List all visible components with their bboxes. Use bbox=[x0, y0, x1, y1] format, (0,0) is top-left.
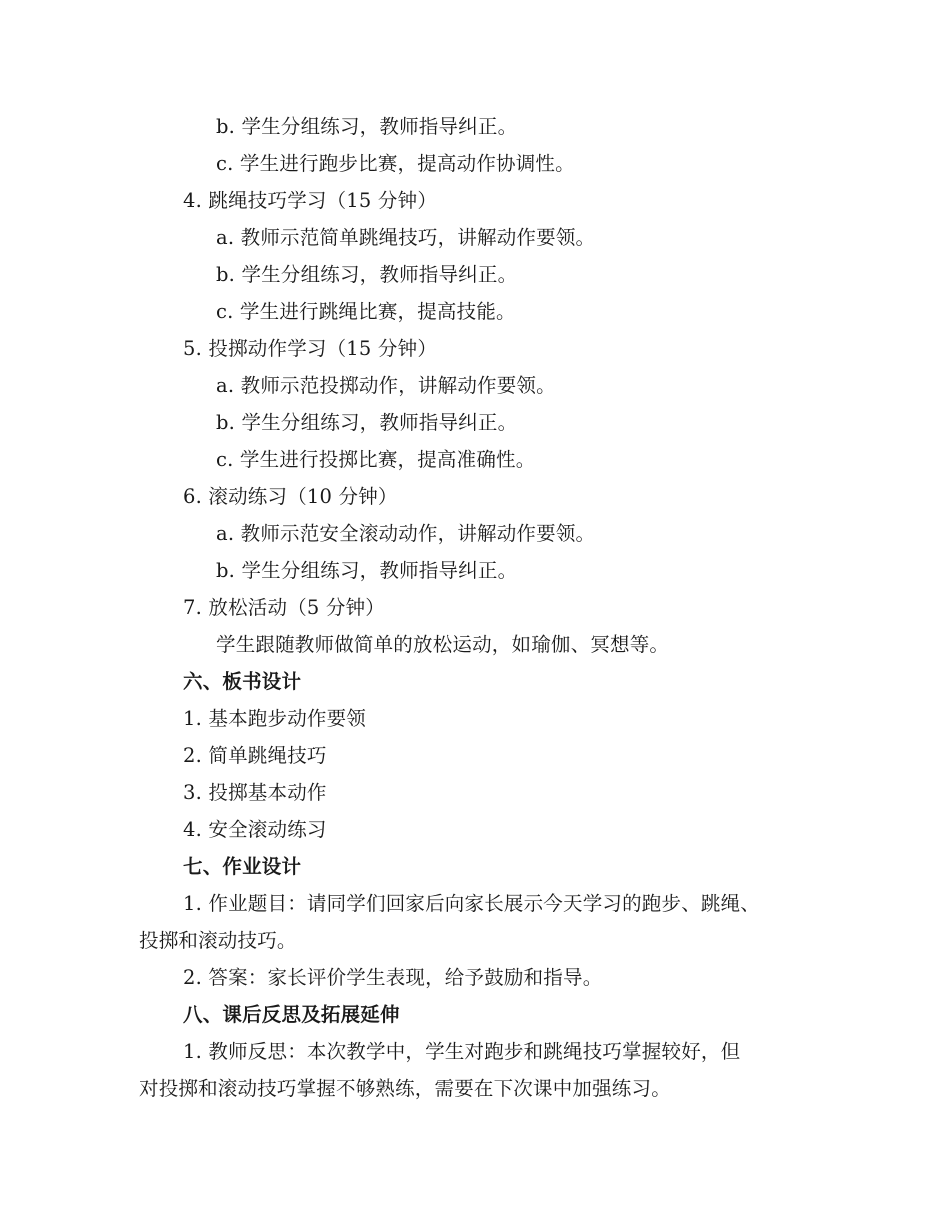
list-item: b. 学生分组练习，教师指导纠正。 bbox=[216, 559, 518, 582]
numbered-item: 5. 投掷动作学习（15 分钟） bbox=[183, 337, 438, 360]
numbered-item: 4. 跳绳技巧学习（15 分钟） bbox=[183, 189, 438, 212]
numbered-item: 3. 投掷基本动作 bbox=[183, 781, 327, 804]
list-item: b. 学生分组练习，教师指导纠正。 bbox=[216, 115, 518, 138]
numbered-item: 1. 基本跑步动作要领 bbox=[183, 707, 367, 730]
paragraph: 1. 教师反思：本次教学中，学生对跑步和跳绳技巧掌握较好，但 bbox=[183, 1040, 741, 1063]
list-item: b. 学生分组练习，教师指导纠正。 bbox=[216, 263, 518, 286]
list-item: a. 教师示范安全滚动动作，讲解动作要领。 bbox=[216, 522, 596, 545]
section-heading: 八、课后反思及拓展延伸 bbox=[183, 1003, 400, 1026]
list-item: a. 教师示范简单跳绳技巧，讲解动作要领。 bbox=[216, 226, 596, 249]
list-item: a. 教师示范投掷动作，讲解动作要领。 bbox=[216, 374, 556, 397]
numbered-item: 6. 滚动练习（10 分钟） bbox=[183, 485, 398, 508]
section-heading: 七、作业设计 bbox=[183, 855, 302, 878]
list-item: c. 学生进行跑步比赛，提高动作协调性。 bbox=[216, 152, 575, 175]
paragraph: 2. 答案：家长评价学生表现，给予鼓励和指导。 bbox=[183, 966, 603, 989]
numbered-item: 7. 放松活动（5 分钟） bbox=[183, 596, 386, 619]
paragraph: 学生跟随教师做简单的放松运动，如瑜伽、冥想等。 bbox=[216, 633, 670, 656]
paragraph: 1. 作业题目：请同学们回家后向家长展示今天学习的跑步、跳绳、 bbox=[183, 892, 761, 915]
list-item: c. 学生进行投掷比赛，提高准确性。 bbox=[216, 448, 536, 471]
numbered-item: 2. 简单跳绳技巧 bbox=[183, 744, 327, 767]
section-heading: 六、板书设计 bbox=[183, 670, 302, 693]
paragraph: 投掷和滚动技巧。 bbox=[139, 929, 297, 952]
numbered-item: 4. 安全滚动练习 bbox=[183, 818, 327, 841]
paragraph: 对投掷和滚动技巧掌握不够熟练，需要在下次课中加强练习。 bbox=[139, 1077, 671, 1100]
list-item: c. 学生进行跳绳比赛，提高技能。 bbox=[216, 300, 516, 323]
list-item: b. 学生分组练习，教师指导纠正。 bbox=[216, 411, 518, 434]
